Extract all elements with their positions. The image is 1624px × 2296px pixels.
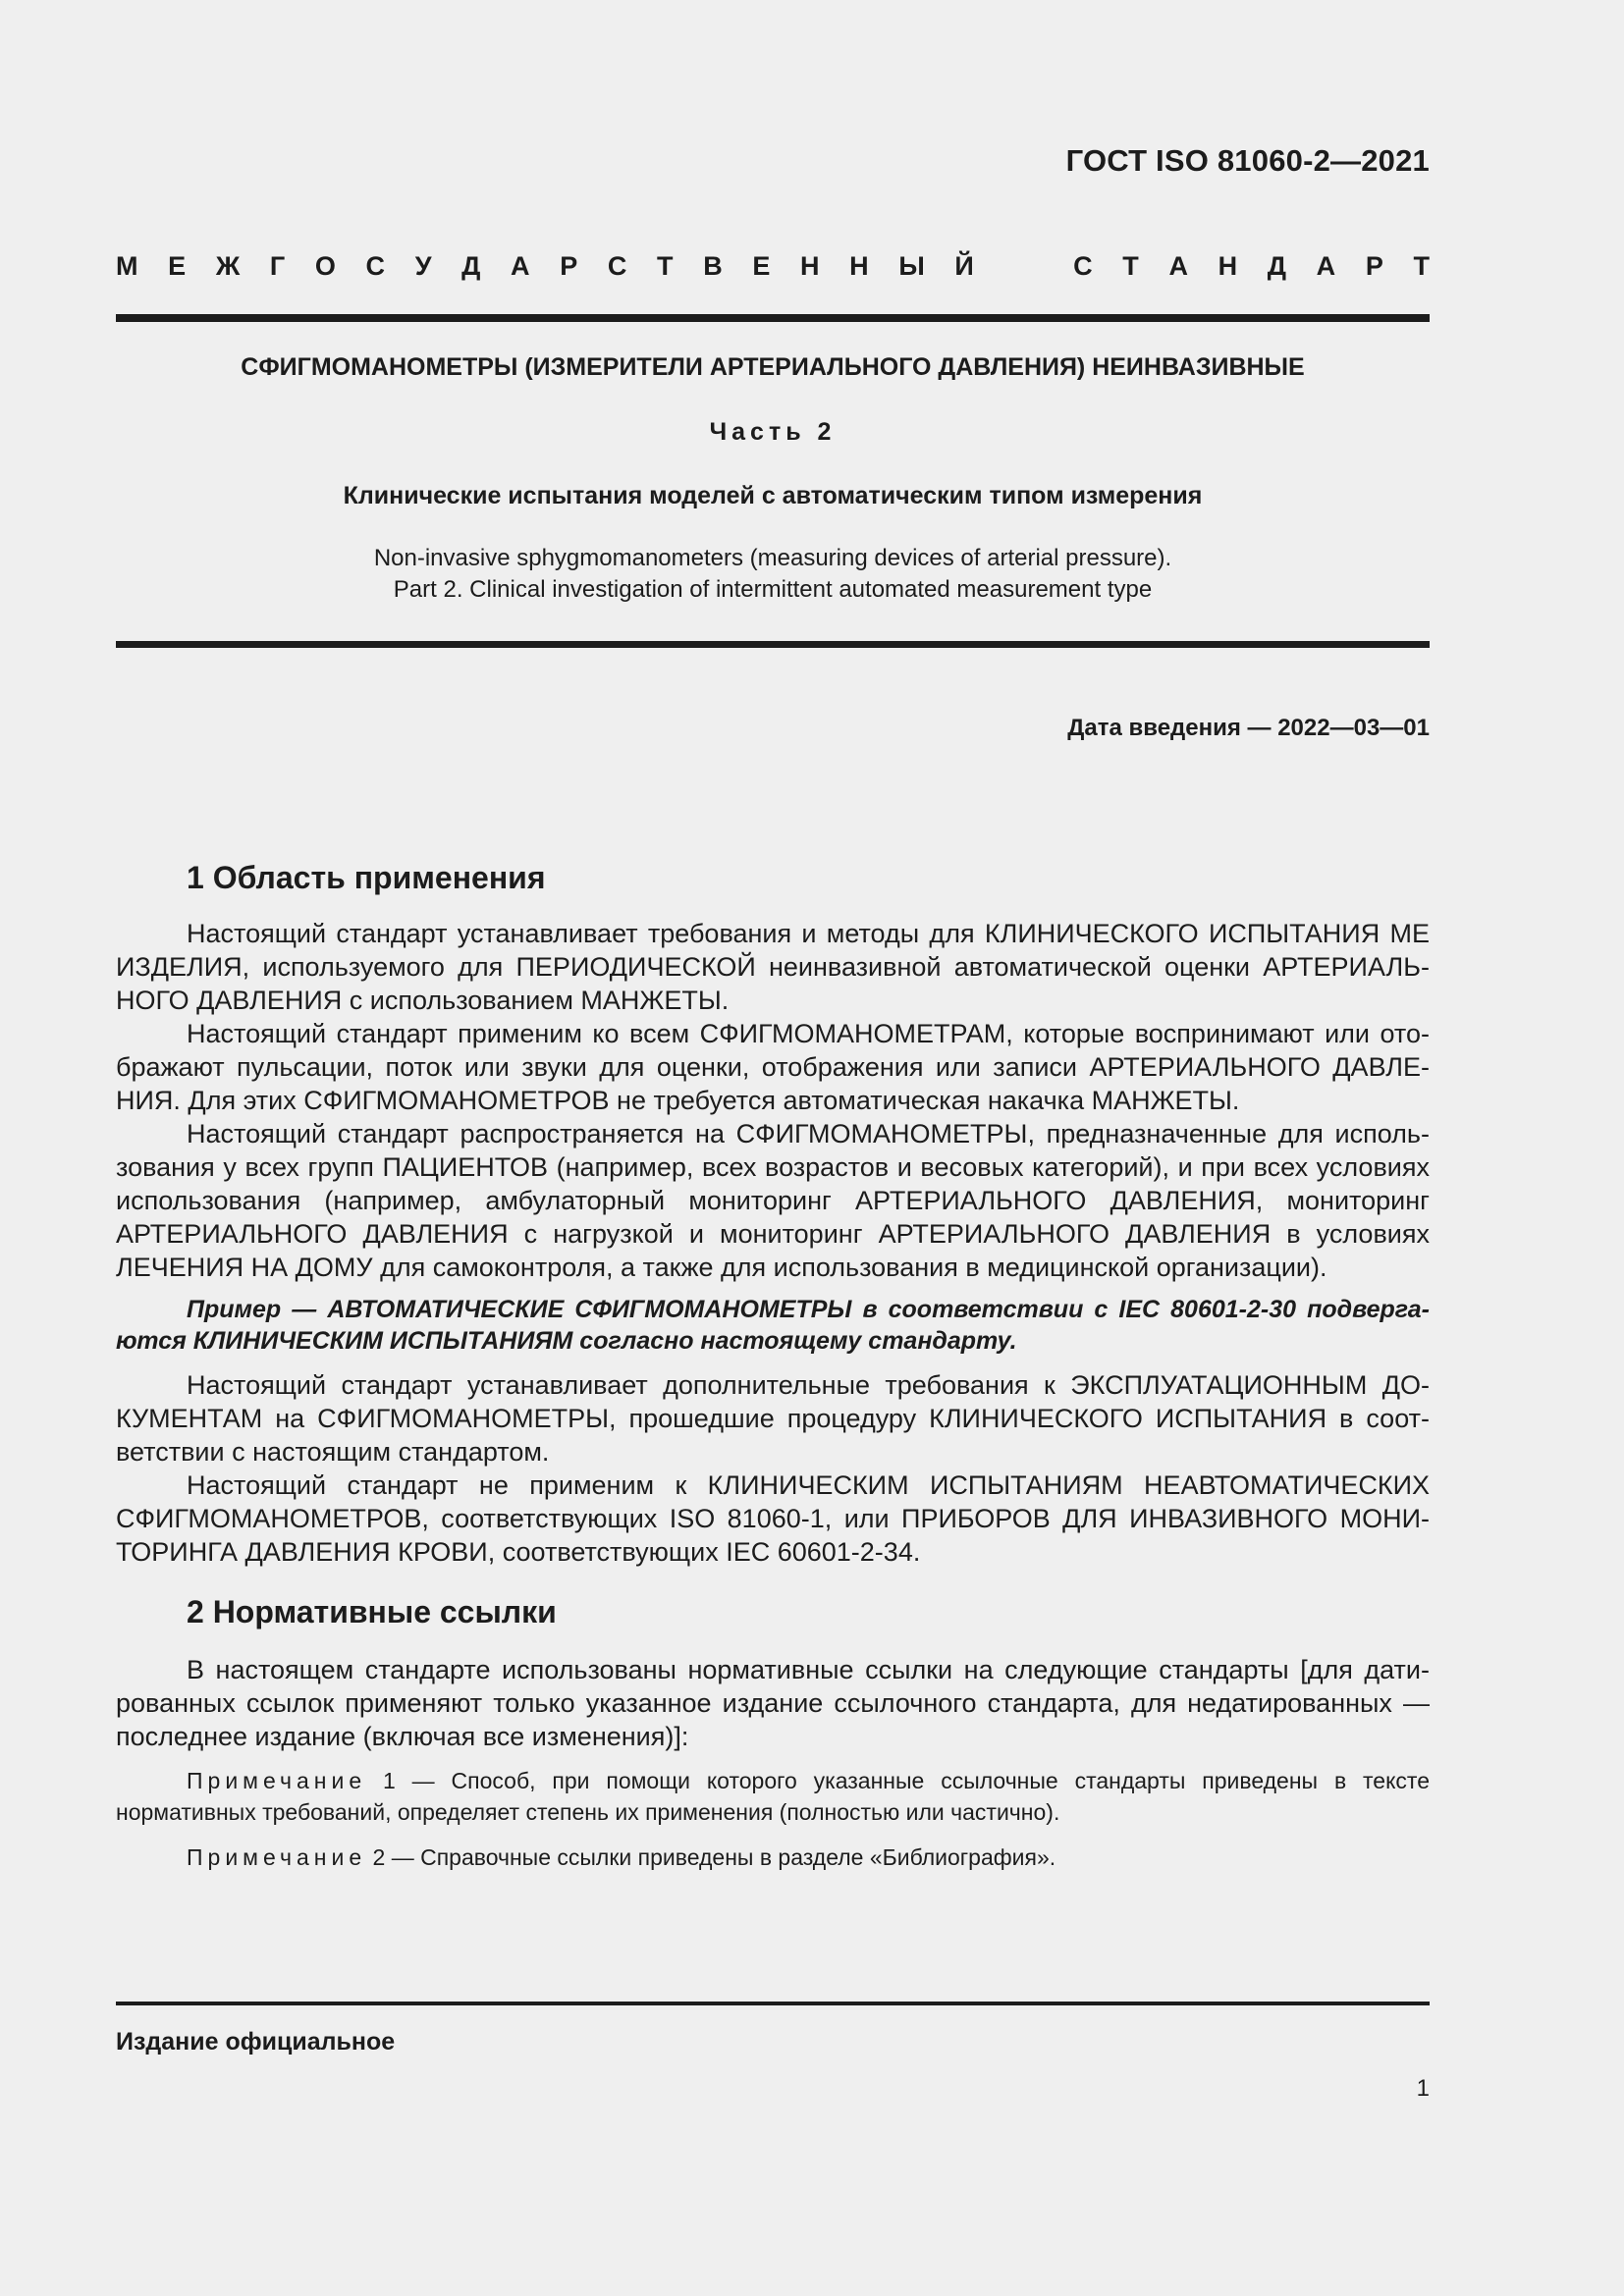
title-divider	[116, 641, 1430, 648]
top-divider	[116, 314, 1430, 322]
english-title	[116, 543, 1430, 606]
document-body	[116, 858, 1430, 1873]
heading-letter: С	[365, 251, 386, 281]
heading-letter: У	[414, 251, 432, 281]
heading-letter: Д	[461, 251, 481, 281]
heading-letter: В	[703, 251, 723, 281]
heading-letter: Ж	[215, 251, 241, 281]
heading-letter: М	[116, 251, 138, 281]
document-title: СФИГМОМАНОМЕТРЫ (ИЗМЕРИТЕЛИ АРТЕРИАЛЬНОГО ДАВЛЕНИЯ) НЕИНВАЗИВНЫЕ	[241, 353, 1305, 381]
paragraph: Настоящий стандарт распространяется на СФИГМОМАНОМЕТРЫ, предназначенные для использования у всех групп ПАЦИЕНТОВ (например, всех возрастов и весовых категорий), и при всех условиях использования (например, амбулаторный мониторинг АРТЕРИАЛЬНОГО ДАВЛЕНИЯ, мониторинг АРТЕРИАЛЬНОГО ДАВЛЕНИЯ с нагрузкой и мониторинг АРТЕРИАЛЬНОГО ДАВЛЕНИЯ в условиях ЛЕЧЕНИЯ НА ДОМУ для самоконтроля, а также для использования в медицинской организации).	[116, 1119, 1430, 1282]
part-label: Часть 2	[709, 418, 837, 446]
heading-letter: Д	[1267, 251, 1287, 281]
heading-letter: А	[1316, 251, 1336, 281]
document-subtitle: Клинические испытания моделей с автоматическим типом измерения	[343, 482, 1203, 509]
section-heading-normative-references: 2 Нормативные ссылки	[187, 1594, 557, 1629]
heading-letter: Н	[1218, 251, 1238, 281]
heading-letter: С	[1073, 251, 1093, 281]
note-text: 2 — Справочные ссылки приведены в разделе «Библиография».	[366, 1844, 1056, 1870]
english-title-line: Part 2. Clinical investigation of intermittent automated measurement type	[393, 576, 1153, 603]
heading-letter: Н	[849, 251, 869, 281]
heading-letter: А	[1168, 251, 1188, 281]
heading-letter: А	[511, 251, 530, 281]
heading-letter: Т	[657, 251, 674, 281]
note-label: Примечание	[187, 1768, 367, 1793]
section-heading-scope: 1 Область применения	[187, 860, 546, 895]
heading-letter: С	[607, 251, 627, 281]
interstate-standard-heading	[116, 251, 1430, 282]
heading-letter: Е	[752, 251, 771, 281]
footer-divider	[116, 2002, 1430, 2005]
heading-letter: Т	[1122, 251, 1139, 281]
heading-letter: Р	[1365, 251, 1383, 281]
page-number: 1	[1416, 2075, 1430, 2102]
heading-letter: Е	[168, 251, 187, 281]
heading-letter: Р	[560, 251, 578, 281]
paragraph: Настоящий стандарт устанавливает дополнительные требования к ЭКСПЛУАТАЦИОННЫМ ДОКУМЕНТАМ на СФИГМОМАНОМЕТРЫ, прошедшие процедуру КЛИНИЧЕСКОГО ИСПЫТАНИЯ в соответствии с настоящим стандартом.	[116, 1370, 1430, 1467]
heading-letter: Й	[954, 251, 974, 281]
paragraph: Настоящий стандарт применим ко всем СФИГМОМАНОМЕТРАМ, которые воспринимают или отображают пульсации, поток или звуки для оценки, отображения или записи АРТЕРИАЛЬНОГО ДАВЛЕНИЯ. Для этих СФИГМОМАНОМЕТРОВ не требуется автоматическая накачка МАНЖЕТЫ.	[116, 1019, 1430, 1115]
note-1	[116, 1765, 1430, 1828]
note-label: Примечание	[187, 1844, 367, 1870]
official-edition-label: Издание официальное	[116, 2028, 396, 2056]
heading-letter: О	[314, 251, 336, 281]
english-title-line: Non-invasive sphygmomanometers (measuring devices of arterial pressure).	[373, 545, 1172, 571]
paragraph: Настоящий стандарт устанавливает требования и методы для КЛИНИЧЕСКОГО ИСПЫТАНИЯ МЕ ИЗДЕЛИЯ, используемого для ПЕРИОДИЧЕСКОЙ неинвазивной автоматической оценки АРТЕРИАЛЬНОГО ДАВЛЕНИЯ с использованием МАНЖЕТЫ.	[116, 919, 1430, 1015]
note-text: 1 — Способ, при помощи которого указанные ссылочные стандарты приведены в тексте нормативных требований, определяет степень их применения (полностью или частично).	[116, 1768, 1430, 1825]
example-paragraph: Пример — АВТОМАТИЧЕСКИЕ СФИГМОМАНОМЕТРЫ в соответствии с IEC 80601-2-30 подвергаются КЛИНИЧЕСКИМ ИСПЫТАНИЯМ согласно настоящему стандарту.	[116, 1296, 1430, 1355]
paragraph: В настоящем стандарте использованы нормативные ссылки на следующие стандарты [для датированных ссылок применяют только указанное издание ссылочного стандарта, для недатированных — последнее издание (включая все изменения)]:	[116, 1655, 1430, 1751]
document-code: ГОСТ ISO 81060-2—2021	[1065, 143, 1430, 178]
heading-letter: Ы	[898, 251, 925, 281]
word-gap	[1003, 251, 1043, 282]
heading-letter: Т	[1413, 251, 1430, 281]
document-page	[116, 0, 1430, 2296]
introduction-date: Дата введения — 2022—03—01	[1067, 715, 1430, 741]
paragraph: Настоящий стандарт не применим к КЛИНИЧЕСКИМ ИСПЫТАНИЯМ НЕАВТОМАТИЧЕСКИХ СФИГМОМАНОМЕТРОВ, соответствующих ISO 81060-1, или ПРИБОРОВ ДЛЯ ИНВАЗИВНОГО МОНИТОРИНГА ДАВЛЕНИЯ КРОВИ, соответствующих IEC 60601-2-34.	[116, 1470, 1430, 1567]
heading-letter: Н	[800, 251, 820, 281]
heading-letter: Г	[269, 251, 286, 281]
note-2	[116, 1842, 1430, 1873]
